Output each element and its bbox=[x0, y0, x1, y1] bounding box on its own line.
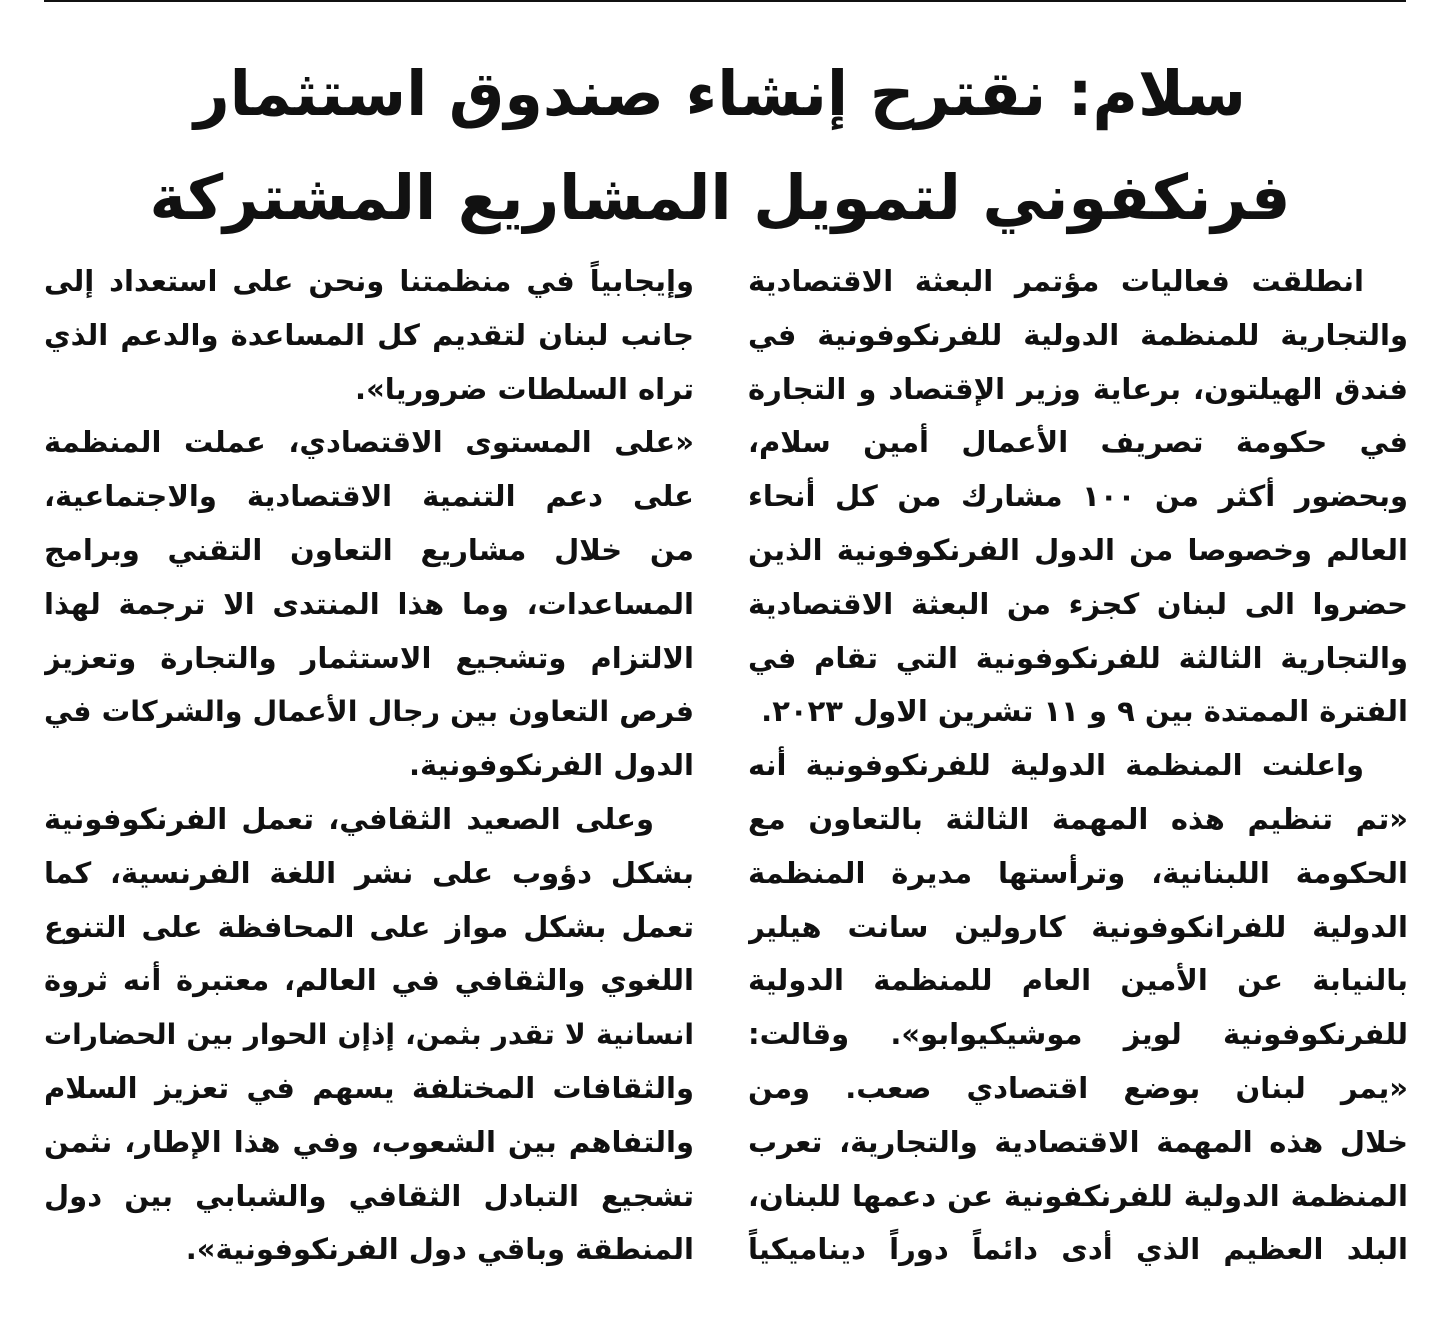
text-line: «على المستوى الاقتصادي، عملت المنظمة bbox=[44, 425, 694, 460]
text-line: «يمر لبنان بوضع اقتصادي صعب. ومن bbox=[748, 1070, 1408, 1105]
text-line: «تم تنظيم هذه المهمة الثالثة بالتعاون مع bbox=[748, 801, 1408, 836]
text-line: العالم وخصوصا من الدول الفرنكوفونية الذين bbox=[748, 532, 1408, 567]
text-line: في حكومة تصريف الأعمال أمين سلام، bbox=[748, 425, 1408, 460]
text-line: الحكومة اللبنانية، وترأستها مديرة المنظمة bbox=[748, 855, 1408, 890]
text-line: الفترة الممتدة بين ٩ و ١١ تشرين الاول ٢٠٢٣. bbox=[761, 694, 1408, 729]
text-line: انطلقت فعاليات مؤتمر البعثة الاقتصادية bbox=[748, 264, 1364, 298]
article-column-right bbox=[748, 255, 1408, 1277]
text-line: والتجارية الثالثة للفرنكوفونية التي تقام في bbox=[748, 640, 1408, 675]
text-line: المساعدات، وما هذا المنتدى الا ترجمة لهذا bbox=[44, 586, 694, 621]
text-line: من خلال مشاريع التعاون التقني وبرامج bbox=[44, 532, 694, 567]
text-line: المنطقة وباقي دول الفرنكوفونية». bbox=[185, 1232, 694, 1267]
text-line: والتفاهم بين الشعوب، وفي هذا الإطار، نثمن bbox=[44, 1124, 694, 1159]
text-line: تشجيع التبادل الثقافي والشبابي بين دول bbox=[44, 1178, 694, 1213]
text-line: تعمل بشكل مواز على المحافظة على التنوع bbox=[44, 909, 694, 944]
text-line: للفرنكوفونية لويز موشيكيوابو». وقالت: bbox=[748, 1017, 1408, 1052]
text-line: انسانية لا تقدر بثمن، إذإن الحوار بين الحضارات bbox=[44, 1018, 694, 1052]
article-headline bbox=[140, 42, 1300, 250]
text-line: وعلى الصعيد الثقافي، تعمل الفرنكوفونية bbox=[44, 801, 654, 836]
text-line: الدولية للفرانكوفونية كارولين سانت هيلير bbox=[748, 909, 1408, 944]
text-line: فرص التعاون بين رجال الأعمال والشركات في bbox=[44, 695, 694, 729]
text-line: فندق الهيلتون، برعاية وزير الإقتصاد و التجارة bbox=[748, 371, 1408, 406]
text-line: وبحضور أكثر من ١٠٠ مشارك من كل أنحاء bbox=[748, 479, 1408, 514]
text-line: اللغوي والثقافي في العالم، معتبرة أنه ثروة bbox=[44, 963, 694, 998]
text-line: على دعم التنمية الاقتصادية والاجتماعية، bbox=[44, 479, 694, 514]
text-line: بشكل دؤوب على نشر اللغة الفرنسية، كما bbox=[44, 855, 694, 890]
text-line: والثقافات المختلفة يسهم في تعزيز السلام bbox=[44, 1070, 694, 1105]
headline-line-2: فرنكفوني لتمويل المشاريع المشتركة bbox=[149, 161, 1291, 234]
text-line: خلال هذه المهمة الاقتصادية والتجارية، تعرب bbox=[748, 1124, 1408, 1159]
text-line: واعلنت المنظمة الدولية للفرنكوفونية أنه bbox=[748, 748, 1364, 783]
text-line: الدول الفرنكوفونية. bbox=[408, 748, 694, 783]
text-line: الالتزام وتشجيع الاستثمار والتجارة وتعزيز bbox=[44, 640, 694, 675]
text-line: وإيجابياً في منظمتنا ونحن على استعداد إلى bbox=[44, 264, 694, 298]
text-line: البلد العظيم الذي أدى دائماً دوراً ديناميكياً bbox=[748, 1232, 1408, 1267]
text-line: حضروا الى لبنان كجزء من البعثة الاقتصادية bbox=[748, 586, 1408, 621]
headline-line-1: سلام: نقترح إنشاء صندوق استثمار bbox=[193, 57, 1247, 130]
text-line: المنظمة الدولية للفرنكفونية عن دعمها للبنان، bbox=[748, 1178, 1408, 1213]
article-column-left bbox=[44, 255, 694, 1277]
text-line: والتجارية للمنظمة الدولية للفرنكوفونية في bbox=[748, 317, 1408, 352]
text-line: تراه السلطات ضروريا». bbox=[355, 371, 694, 406]
text-line: بالنيابة عن الأمين العام للمنظمة الدولية bbox=[748, 963, 1408, 998]
text-line: جانب لبنان لتقديم كل المساعدة والدعم الذي bbox=[44, 317, 694, 352]
top-rule bbox=[44, 0, 1406, 2]
